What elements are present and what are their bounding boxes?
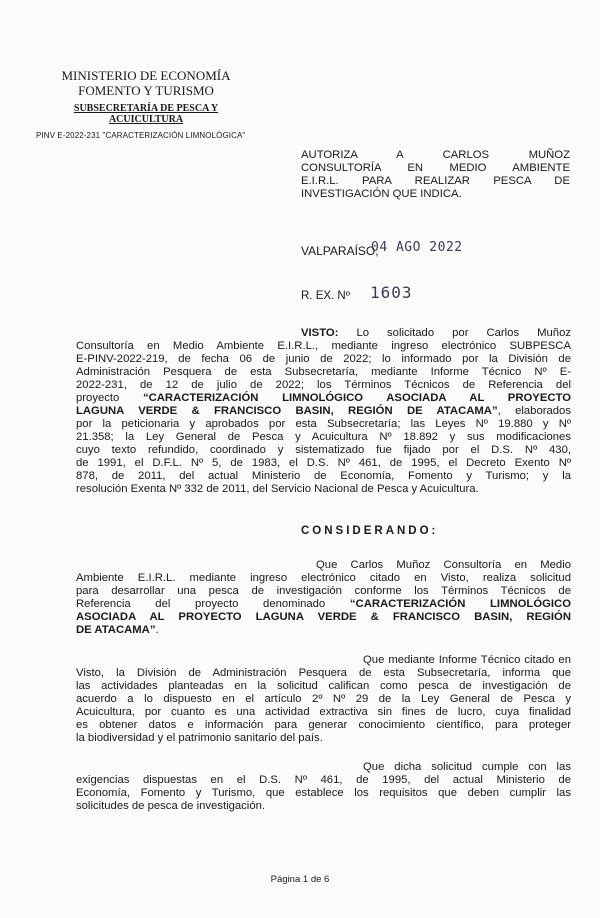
text-segment: acuerdo a lo dispuesto en el artículo 2º Nº 29 de la Ley General de Pesca y	[76, 693, 571, 705]
text-segment: Economía, Fomento y Turismo, que establece los requisitos que deben cumplir las	[76, 787, 571, 799]
paragraph-line	[76, 800, 571, 813]
paragraph-line	[76, 572, 571, 585]
paragraph-line	[76, 598, 571, 611]
text-segment: resolución Exenta Nº 332 de 2011, del Servicio Nacional de Pesca y Acuicultura.	[76, 483, 479, 495]
text-segment: por la peticionaria y aprobados por esta Subsecretaría; las Leyes Nº 19.880 y Nº	[76, 418, 571, 430]
text-segment: es obtener datos e información para generar conocimiento científico, para proteger	[76, 719, 571, 731]
paragraph-line	[76, 706, 571, 719]
ministry-name-line2: FOMENTO Y TURISMO	[78, 83, 214, 98]
paragraph-line	[76, 444, 571, 457]
paragraph-line	[76, 667, 571, 680]
text-segment: cuyo texto refundido, coordinado y sistematizado fue fijado por el D.S. Nº 430,	[76, 444, 571, 456]
text-segment: Lo solicitado por Carlos Muñoz	[338, 327, 571, 339]
ministry-name-line1: MINISTERIO DE ECONOMÍA	[61, 68, 231, 83]
paragraph-line	[76, 392, 571, 405]
considerando-paragraph-3	[76, 761, 571, 813]
bold-text: LAGUNA VERDE & FRANCISCO BASIN, REGIÓN DE ATACAMA”	[76, 405, 498, 417]
paragraph-line	[76, 774, 571, 787]
paragraph-line	[76, 611, 571, 624]
paragraph-line	[76, 431, 571, 444]
text-segment: para desarrollar una pesca de investigación conforme los Términos Técnicos de	[76, 585, 571, 597]
text-segment: proyecto	[76, 392, 143, 404]
paragraph-line	[76, 559, 571, 572]
paragraph-line	[76, 761, 571, 774]
paragraph-line	[76, 585, 571, 598]
paragraph-line	[76, 624, 571, 637]
considerando-heading: CONSIDERANDO:	[301, 525, 439, 537]
considerando-paragraph-1	[76, 559, 571, 637]
text-segment: Que dicha solicitud cumple con las	[363, 761, 571, 773]
paragraph-line	[76, 327, 571, 340]
text-segment: 21.358; la Ley General de Pesca y Acuicultura Nº 18.892 y sus modificaciones	[76, 431, 571, 443]
resolution-number-stamp: 1603	[370, 283, 413, 302]
text-segment: solicitudes de pesca de investigación.	[76, 800, 266, 812]
text-segment: Acuicultura, por cuanto es una actividad extractiva sin fines de lucro, cuya finalidad	[76, 706, 571, 718]
page-number: Página 1 de 6	[270, 874, 330, 885]
file-reference: PINV E-2022-231 "CARACTERIZACIÓN LIMNOLÓGICA"	[36, 131, 246, 140]
considerando-paragraph-2	[76, 654, 571, 745]
subject-line: E.I.R.L. PARA REALIZAR PESCA DE	[301, 175, 570, 187]
bold-text: VISTO:	[301, 327, 339, 339]
text-segment: las actividades planteadas en la solicitud califican como pesca de investigación de	[76, 680, 571, 692]
text-segment: , elaborados	[497, 405, 571, 417]
paragraph-line	[76, 457, 571, 470]
subject-line: CONSULTORÍA EN MEDIO AMBIENTE	[301, 162, 570, 174]
subject-line: AUTORIZA A CARLOS MUÑOZ	[301, 149, 570, 161]
text-segment: 2022-231, de 12 de julio de 2022; los Términos Técnicos de Referencia del	[76, 379, 571, 391]
subsecretaria-line2: ACUICULTURA	[108, 114, 184, 125]
paragraph-line	[76, 366, 571, 379]
subsecretaria-line1: SUBSECRETARÍA DE PESCA Y	[73, 103, 219, 114]
paragraph-line	[76, 719, 571, 732]
paragraph-line	[76, 483, 571, 496]
paragraph-line	[76, 379, 571, 392]
text-segment: Consultoría en Medio Ambiente E.I.R.L., mediante ingreso electrónico SUBPESCA	[76, 340, 571, 352]
text-segment: Administración Pesquera de esta Subsecretaría, mediante Informe Técnico Nº E-	[76, 366, 571, 378]
paragraph-line	[76, 693, 571, 706]
paragraph-line	[76, 654, 571, 667]
text-segment: Que mediante Informe Técnico citado en	[363, 654, 571, 666]
subject-line: INVESTIGACIÓN QUE INDICA.	[301, 188, 462, 200]
resolution-label: R. EX. Nº	[301, 290, 350, 302]
paragraph-line	[76, 787, 571, 800]
city-label: VALPARAÍSO,	[301, 244, 379, 258]
paragraph-line	[76, 353, 571, 366]
paragraph-line	[76, 470, 571, 483]
paragraph-line	[76, 418, 571, 431]
letterhead	[36, 68, 256, 125]
paragraph-line	[76, 405, 571, 418]
text-segment: Referencia del proyecto denominado	[76, 598, 350, 610]
bold-text: ASOCIADA AL PROYECTO LAGUNA VERDE & FRANCISCO BASIN, REGIÓN	[76, 611, 571, 623]
text-segment: 878, de 2011, del actual Ministerio de Economía, Fomento y Turismo; y la	[76, 470, 571, 482]
text-segment: de 1991, el D.F.L. Nº 5, de 1983, el D.S. Nº 461, de 1995, el Decreto Exento Nº	[76, 457, 571, 469]
text-segment: Ambiente E.I.R.L. mediante ingreso electrónico citado en Visto, realiza solicitud	[76, 572, 571, 584]
text-segment: Visto, la División de Administración Pesquera de esta Subsecretaría, informa que	[76, 667, 571, 679]
text-segment: E-PINV-2022-219, de fecha 06 de junio de 2022; lo informado por la División de	[76, 353, 571, 365]
paragraph-line	[76, 340, 571, 353]
bold-text: “CARACTERIZACIÓN LIMNOLÓGICO	[349, 598, 571, 610]
text-segment: Que Carlos Muñoz Consultoría en Medio	[316, 559, 571, 571]
bold-text: DE ATACAMA”	[76, 624, 156, 636]
date-stamp: 04 AGO 2022	[371, 240, 463, 255]
text-segment: .	[155, 624, 159, 636]
resolution-subject	[301, 149, 570, 201]
paragraph-line	[76, 732, 571, 745]
paragraph-line	[76, 680, 571, 693]
text-segment: la biodiversidad y el patrimonio sanitario del país.	[76, 732, 323, 744]
text-segment: exigencias dispuestas en el D.S. Nº 461, de 1995, del actual Ministerio de	[76, 774, 571, 786]
bold-text: “CARACTERIZACIÓN LIMNOLÓGICO ASOCIADA AL PROYECTO	[142, 392, 571, 404]
visto-paragraph	[76, 327, 571, 496]
